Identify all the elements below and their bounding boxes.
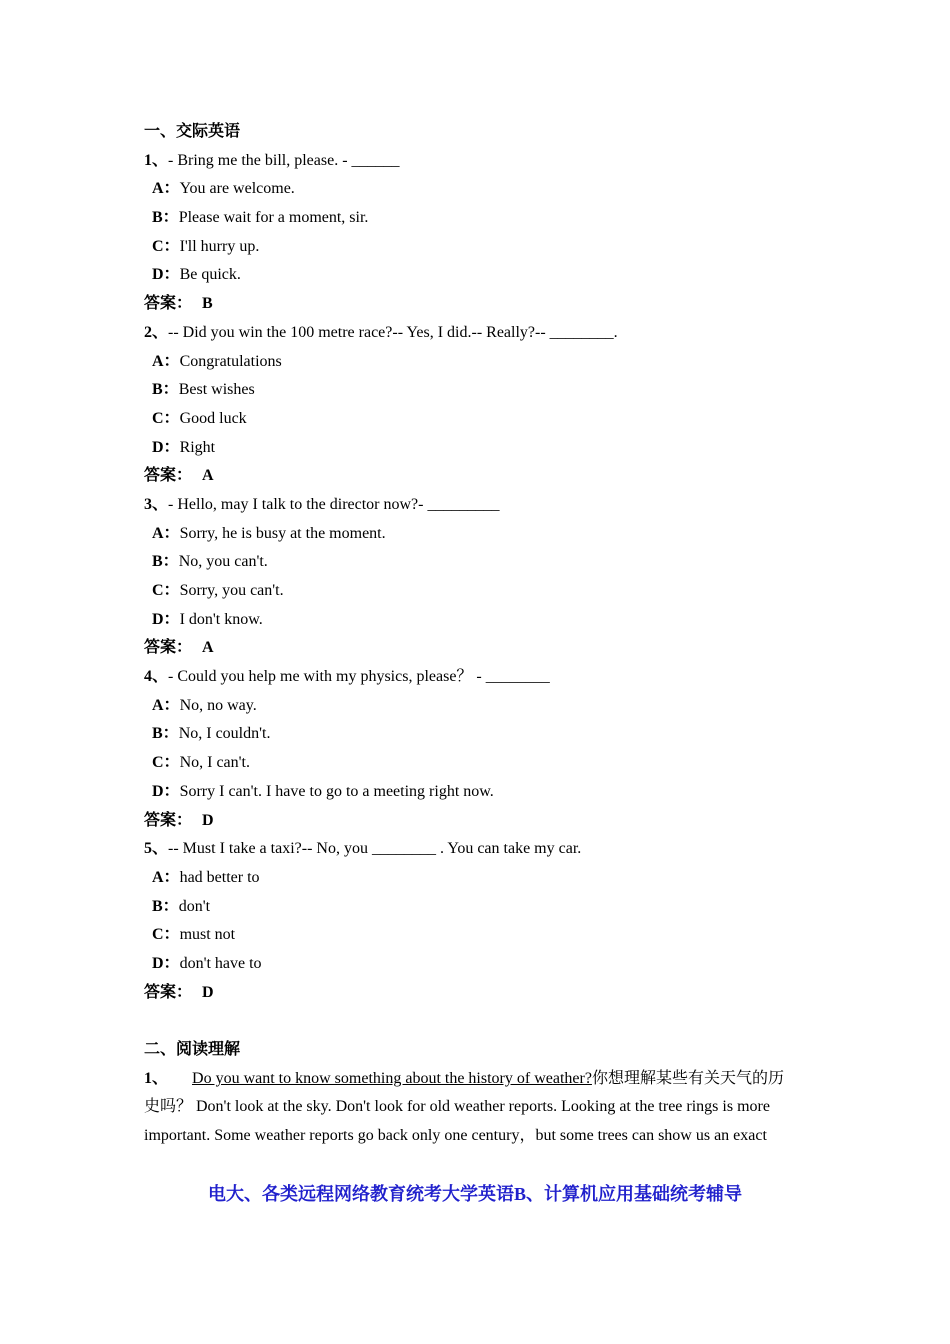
- option-text: don't have to: [179, 954, 262, 972]
- option-text: No, you can't.: [178, 553, 268, 571]
- option-letter: D：: [152, 438, 180, 456]
- question-text: - Hello, may I talk to the director now?- _________: [168, 495, 500, 513]
- option-letter: D：: [152, 266, 180, 284]
- option-letter: B：: [152, 381, 179, 399]
- option-text: Right: [179, 438, 216, 456]
- answer-option: [144, 921, 814, 950]
- passage-line3: important. Some weather reports go back only one century，but some trees can show us an exact: [144, 1127, 767, 1145]
- answer-line: [144, 979, 814, 1008]
- option-text: Congratulations: [179, 352, 282, 370]
- option-letter: A：: [152, 180, 180, 198]
- reading-passage: [144, 1065, 814, 1151]
- option-text: Sorry, you can't.: [179, 582, 284, 599]
- answer-option: [144, 950, 814, 979]
- option-text: don't: [178, 897, 211, 915]
- answer-option: [144, 692, 814, 721]
- option-text: I'll hurry up.: [179, 237, 260, 255]
- option-letter: C：: [152, 926, 180, 944]
- answer-line: [144, 807, 814, 836]
- answer-value: D: [202, 983, 214, 1001]
- answer-option: [144, 434, 814, 463]
- question-stem: [144, 147, 814, 176]
- answer-option: [144, 548, 814, 577]
- option-letter: D：: [152, 782, 180, 800]
- option-letter: B：: [152, 209, 179, 227]
- question-stem: [144, 319, 814, 348]
- answer-value: A: [202, 639, 214, 657]
- answer-option: [144, 348, 814, 377]
- answer-option: [144, 233, 814, 262]
- option-text: Sorry, he is busy at the moment.: [179, 524, 386, 542]
- option-text: You are welcome.: [179, 180, 295, 198]
- question-stem: [144, 663, 814, 692]
- option-letter: D：: [152, 610, 180, 628]
- answer-label: 答案：: [144, 639, 193, 657]
- question-text: -- Did you win the 100 metre race?-- Yes, I did.-- Really?-- ________.: [168, 323, 618, 341]
- answer-option: [144, 778, 814, 807]
- question-list: [144, 147, 814, 1008]
- answer-label: 答案：: [144, 467, 193, 485]
- option-letter: A：: [152, 868, 180, 886]
- option-letter: B：: [152, 553, 179, 571]
- option-letter: C：: [152, 582, 180, 599]
- question-number: 3、: [144, 495, 169, 513]
- option-letter: A：: [152, 524, 180, 542]
- answer-option: [144, 405, 814, 434]
- section1-title: 一、交际英语: [144, 123, 241, 140]
- answer-option: [144, 893, 814, 922]
- question-stem: [144, 491, 814, 520]
- section2-title: 二、阅读理解: [144, 1041, 241, 1058]
- answer-option: [144, 520, 814, 549]
- answer-option: [144, 204, 814, 233]
- passage-line2: 史吗？ Don't look at the sky. Don't look for old weather reports. Looking at the tree rings is more: [144, 1098, 770, 1116]
- question-stem: [144, 835, 814, 864]
- answer-value: D: [202, 811, 214, 829]
- option-text: No, no way.: [179, 696, 257, 714]
- option-text: Please wait for a moment, sir.: [178, 209, 369, 227]
- option-text: I don't know.: [179, 610, 263, 628]
- footer-banner: 电大、各类远程网络教育统考大学英语B、计算机应用基础统考辅导: [207, 1184, 742, 1204]
- answer-option: [144, 720, 814, 749]
- question-number: 4、: [144, 668, 169, 686]
- option-letter: B：: [152, 725, 179, 743]
- answer-label: 答案：: [144, 811, 193, 829]
- option-text: Best wishes: [178, 381, 255, 399]
- option-text: must not: [179, 926, 236, 944]
- option-letter: C：: [152, 754, 180, 772]
- question-number: 1、: [144, 151, 169, 169]
- question-number: 2、: [144, 323, 169, 341]
- answer-line: [144, 290, 814, 319]
- option-letter: A：: [152, 352, 180, 370]
- answer-label: 答案：: [144, 983, 193, 1001]
- option-text: had better to: [179, 868, 260, 886]
- option-text: No, I couldn't.: [178, 725, 271, 743]
- document-content: [144, 118, 814, 1151]
- question-text: -- Must I take a taxi?-- No, you ________ . You can take my car.: [168, 840, 582, 858]
- answer-label: 答案：: [144, 295, 193, 313]
- answer-value: A: [202, 467, 214, 485]
- question-text: - Bring me the bill, please. - ______: [168, 151, 400, 169]
- answer-option: [144, 577, 814, 606]
- passage-underlined-question: Do you want to know something about the history of weather?: [192, 1069, 592, 1087]
- option-letter: A：: [152, 696, 180, 714]
- answer-option: [144, 606, 814, 635]
- option-text: Sorry I can't. I have to go to a meeting right now.: [179, 782, 494, 800]
- option-letter: C：: [152, 237, 180, 255]
- answer-option: [144, 261, 814, 290]
- option-letter: C：: [152, 409, 180, 427]
- option-text: No, I can't.: [179, 754, 250, 772]
- option-text: Good luck: [179, 409, 247, 427]
- answer-option: [144, 376, 814, 405]
- option-letter: D：: [152, 954, 180, 972]
- answer-option: [144, 749, 814, 778]
- passage-line1-rest: 你想理解某些有关天气的历: [591, 1069, 784, 1087]
- option-text: Be quick.: [179, 266, 241, 284]
- answer-option: [144, 864, 814, 893]
- answer-line: [144, 462, 814, 491]
- passage-number: 1、: [144, 1069, 169, 1087]
- answer-line: [144, 634, 814, 663]
- question-text: - Could you help me with my physics, please？ - ________: [168, 668, 550, 686]
- answer-option: [144, 175, 814, 204]
- question-number: 5、: [144, 840, 169, 858]
- option-letter: B：: [152, 897, 179, 915]
- answer-value: B: [202, 295, 213, 313]
- section-spacer: [144, 1007, 814, 1036]
